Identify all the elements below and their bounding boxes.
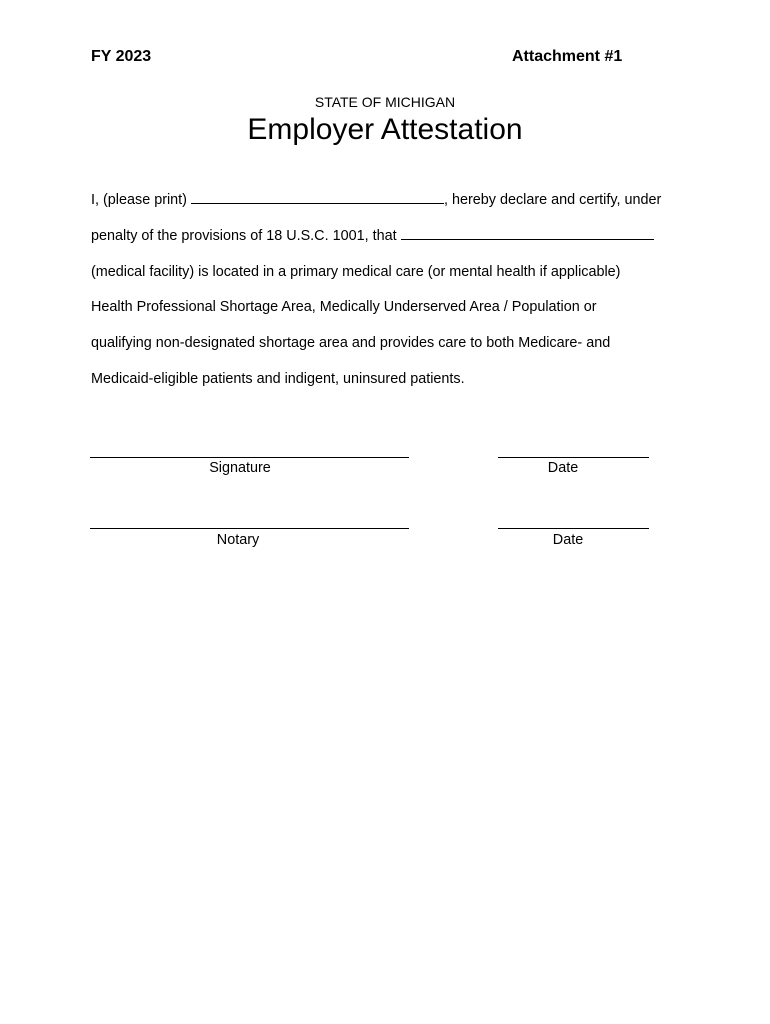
notary-line[interactable] <box>90 528 409 529</box>
attestation-line-4: Health Professional Shortage Area, Medically Underserved Area / Population or <box>91 299 597 315</box>
print-name-blank[interactable] <box>191 192 444 204</box>
page-title: Employer Attestation <box>247 113 523 146</box>
signature-line[interactable] <box>90 457 409 458</box>
fiscal-year-label: FY 2023 <box>91 48 152 65</box>
attestation-line-1 <box>91 191 661 209</box>
line1-prefix: I, (please print) <box>91 192 191 208</box>
line2-prefix: penalty of the provisions of 18 U.S.C. 1001, that <box>91 228 401 244</box>
notary-date-line[interactable] <box>498 528 649 529</box>
attestation-line-3: (medical facility) is located in a primary medical care (or mental health if applicable) <box>91 264 621 280</box>
attestation-line-5: qualifying non-designated shortage area and provides care to both Medicare- and <box>91 335 611 351</box>
signature-date-caption: Date <box>547 460 579 476</box>
line1-suffix: , hereby declare and certify, under <box>443 192 662 208</box>
attestation-line-6: Medicaid-eligible patients and indigent, uninsured patients. <box>91 371 465 387</box>
notary-caption: Notary <box>216 532 260 548</box>
notary-date-caption: Date <box>552 532 584 548</box>
attachment-label: Attachment #1 <box>512 48 623 65</box>
facility-name-blank[interactable] <box>401 228 654 240</box>
attestation-line-2 <box>91 227 654 245</box>
state-heading: STATE OF MICHIGAN <box>314 94 456 110</box>
signature-caption: Signature <box>209 460 271 476</box>
signature-date-line[interactable] <box>498 457 649 458</box>
